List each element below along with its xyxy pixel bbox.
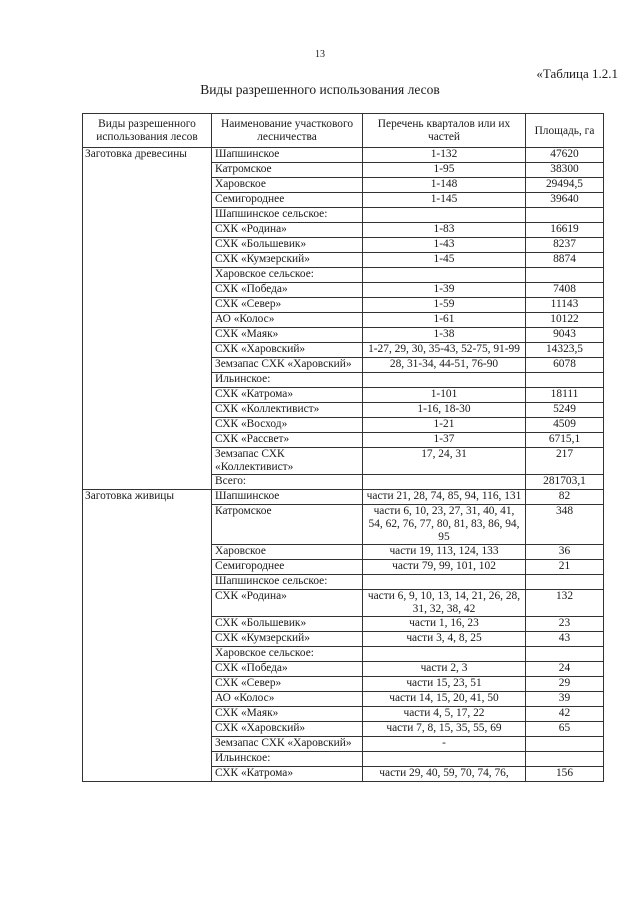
cell-area: 10122 bbox=[526, 313, 604, 328]
cell-area bbox=[526, 268, 604, 283]
table-row bbox=[83, 490, 604, 505]
cell-use-type bbox=[83, 358, 212, 373]
cell-area: 4509 bbox=[526, 418, 604, 433]
table-row bbox=[83, 692, 604, 707]
table-row bbox=[83, 403, 604, 418]
cell-forestry-unit: Ильинское: bbox=[212, 373, 363, 388]
cell-blocks: 1-95 bbox=[363, 163, 526, 178]
cell-blocks: 1-61 bbox=[363, 313, 526, 328]
cell-use-type bbox=[83, 545, 212, 560]
cell-area: 6715,1 bbox=[526, 433, 604, 448]
cell-use-type bbox=[83, 475, 212, 490]
cell-blocks bbox=[363, 475, 526, 490]
cell-area: 82 bbox=[526, 490, 604, 505]
table-row bbox=[83, 632, 604, 647]
cell-use-type bbox=[83, 193, 212, 208]
table-row bbox=[83, 677, 604, 692]
cell-forestry-unit: СХК «Большевик» bbox=[212, 238, 363, 253]
table-row bbox=[83, 358, 604, 373]
cell-use-type bbox=[83, 298, 212, 313]
cell-use-type bbox=[83, 560, 212, 575]
cell-area bbox=[526, 737, 604, 752]
cell-use-type bbox=[83, 448, 212, 475]
cell-use-type bbox=[83, 590, 212, 617]
table-row bbox=[83, 253, 604, 268]
cell-use-type bbox=[83, 268, 212, 283]
cell-use-type bbox=[83, 632, 212, 647]
cell-blocks: 1-148 bbox=[363, 178, 526, 193]
cell-use-type bbox=[83, 283, 212, 298]
cell-forestry-unit: АО «Колос» bbox=[212, 692, 363, 707]
cell-forestry-unit: СХК «Победа» bbox=[212, 662, 363, 677]
cell-blocks: части 1, 16, 23 bbox=[363, 617, 526, 632]
cell-forestry-unit: СХК «Кумзерский» bbox=[212, 253, 363, 268]
cell-area: 38300 bbox=[526, 163, 604, 178]
header-area: Площадь, га bbox=[526, 114, 604, 148]
cell-area: 5249 bbox=[526, 403, 604, 418]
table-row bbox=[83, 617, 604, 632]
table-row bbox=[83, 505, 604, 545]
header-forestry-unit: Наименование участкового лесничества bbox=[212, 114, 363, 148]
cell-blocks bbox=[363, 268, 526, 283]
cell-forestry-unit: СХК «Большевик» bbox=[212, 617, 363, 632]
cell-forestry-unit: Харовское сельское: bbox=[212, 647, 363, 662]
cell-blocks: 1-45 bbox=[363, 253, 526, 268]
cell-blocks bbox=[363, 647, 526, 662]
cell-area: 39 bbox=[526, 692, 604, 707]
cell-use-type bbox=[83, 767, 212, 782]
cell-area: 281703,1 bbox=[526, 475, 604, 490]
cell-forestry-unit: СХК «Маяк» bbox=[212, 707, 363, 722]
cell-area: 47620 bbox=[526, 148, 604, 163]
table-row bbox=[83, 575, 604, 590]
cell-blocks: 1-145 bbox=[363, 193, 526, 208]
table-row bbox=[83, 268, 604, 283]
table-row bbox=[83, 647, 604, 662]
table-header bbox=[83, 114, 604, 148]
cell-area: 29494,5 bbox=[526, 178, 604, 193]
cell-forestry-unit: Катромское bbox=[212, 163, 363, 178]
table-row bbox=[83, 328, 604, 343]
header-use-type: Виды разрешенного использования лесов bbox=[83, 114, 212, 148]
table-row bbox=[83, 752, 604, 767]
cell-blocks: части 29, 40, 59, 70, 74, 76, bbox=[363, 767, 526, 782]
cell-forestry-unit: Шапшинское bbox=[212, 490, 363, 505]
cell-use-type bbox=[83, 418, 212, 433]
cell-forestry-unit: Харовское bbox=[212, 178, 363, 193]
cell-use-type bbox=[83, 223, 212, 238]
cell-area: 29 bbox=[526, 677, 604, 692]
table-row bbox=[83, 238, 604, 253]
cell-use-type bbox=[83, 505, 212, 545]
cell-use-type bbox=[83, 313, 212, 328]
table-row bbox=[83, 545, 604, 560]
table-row bbox=[83, 208, 604, 223]
cell-forestry-unit: СХК «Катрома» bbox=[212, 767, 363, 782]
cell-area: 217 bbox=[526, 448, 604, 475]
table-reference: «Таблица 1.2.1 bbox=[536, 66, 618, 81]
table-row bbox=[83, 418, 604, 433]
cell-area: 8237 bbox=[526, 238, 604, 253]
table-row bbox=[83, 283, 604, 298]
table-row bbox=[83, 178, 604, 193]
cell-use-type bbox=[83, 433, 212, 448]
cell-forestry-unit: СХК «Восход» bbox=[212, 418, 363, 433]
cell-use-type bbox=[83, 617, 212, 632]
cell-use-type bbox=[83, 388, 212, 403]
cell-blocks: части 7, 8, 15, 35, 55, 69 bbox=[363, 722, 526, 737]
cell-blocks: 17, 24, 31 bbox=[363, 448, 526, 475]
table-row bbox=[83, 722, 604, 737]
cell-blocks: 1-27, 29, 30, 35-43, 52-75, 91-99 bbox=[363, 343, 526, 358]
cell-area bbox=[526, 752, 604, 767]
cell-blocks: части 6, 10, 23, 27, 31, 40, 41, 54, 62, 76, 77, 80, 81, 83, 86, 94, 95 bbox=[363, 505, 526, 545]
cell-forestry-unit: СХК «Кумзерский» bbox=[212, 632, 363, 647]
table-row bbox=[83, 223, 604, 238]
cell-blocks bbox=[363, 575, 526, 590]
cell-forestry-unit: Семигороднее bbox=[212, 560, 363, 575]
cell-area: 7408 bbox=[526, 283, 604, 298]
cell-forestry-unit: АО «Колос» bbox=[212, 313, 363, 328]
table-row bbox=[83, 298, 604, 313]
cell-area: 21 bbox=[526, 560, 604, 575]
table-row bbox=[83, 707, 604, 722]
cell-blocks: 1-43 bbox=[363, 238, 526, 253]
cell-forestry-unit: СХК «Родина» bbox=[212, 590, 363, 617]
cell-blocks: 28, 31-34, 44-51, 76-90 bbox=[363, 358, 526, 373]
table-row bbox=[83, 163, 604, 178]
cell-use-type bbox=[83, 677, 212, 692]
cell-blocks: 1-21 bbox=[363, 418, 526, 433]
cell-use-type bbox=[83, 178, 212, 193]
cell-area: 65 bbox=[526, 722, 604, 737]
table-row bbox=[83, 193, 604, 208]
cell-area bbox=[526, 208, 604, 223]
cell-use-type bbox=[83, 707, 212, 722]
cell-use-type bbox=[83, 163, 212, 178]
cell-blocks bbox=[363, 208, 526, 223]
cell-area bbox=[526, 575, 604, 590]
cell-blocks: части 2, 3 bbox=[363, 662, 526, 677]
cell-forestry-unit: СХК «Рассвет» bbox=[212, 433, 363, 448]
cell-area: 348 bbox=[526, 505, 604, 545]
cell-forestry-unit: СХК «Родина» bbox=[212, 223, 363, 238]
cell-forestry-unit: Ильинское: bbox=[212, 752, 363, 767]
table-row bbox=[83, 433, 604, 448]
table-row bbox=[83, 767, 604, 782]
table-title: Виды разрешенного использования лесов bbox=[200, 82, 440, 97]
cell-blocks: части 14, 15, 20, 41, 50 bbox=[363, 692, 526, 707]
table-row bbox=[83, 662, 604, 677]
cell-use-type bbox=[83, 662, 212, 677]
cell-forestry-unit: СХК «Катрома» bbox=[212, 388, 363, 403]
cell-forestry-unit: СХК «Харовский» bbox=[212, 722, 363, 737]
cell-forestry-unit: Земзапас СХК «Харовский» bbox=[212, 737, 363, 752]
table-row bbox=[83, 560, 604, 575]
cell-forestry-unit: Шапшинское сельское: bbox=[212, 208, 363, 223]
cell-forestry-unit: Харовское bbox=[212, 545, 363, 560]
cell-use-type: Заготовка древесины bbox=[83, 148, 212, 163]
cell-use-type bbox=[83, 403, 212, 418]
cell-blocks: части 4, 5, 17, 22 bbox=[363, 707, 526, 722]
cell-blocks: части 19, 113, 124, 133 bbox=[363, 545, 526, 560]
cell-use-type bbox=[83, 253, 212, 268]
cell-forestry-unit: Земзапас СХК «Коллективист» bbox=[212, 448, 363, 475]
cell-area: 24 bbox=[526, 662, 604, 677]
cell-blocks: части 6, 9, 10, 13, 14, 21, 26, 28, 31, 32, 38, 42 bbox=[363, 590, 526, 617]
cell-area: 156 bbox=[526, 767, 604, 782]
cell-use-type bbox=[83, 722, 212, 737]
cell-blocks bbox=[363, 373, 526, 388]
cell-blocks bbox=[363, 752, 526, 767]
table-row bbox=[83, 148, 604, 163]
cell-area: 42 bbox=[526, 707, 604, 722]
cell-area: 23 bbox=[526, 617, 604, 632]
cell-blocks: 1-39 bbox=[363, 283, 526, 298]
cell-area: 8874 bbox=[526, 253, 604, 268]
cell-area: 6078 bbox=[526, 358, 604, 373]
cell-blocks: 1-83 bbox=[363, 223, 526, 238]
cell-use-type bbox=[83, 343, 212, 358]
cell-use-type bbox=[83, 238, 212, 253]
cell-forestry-unit: СХК «Север» bbox=[212, 677, 363, 692]
cell-use-type bbox=[83, 328, 212, 343]
cell-blocks: - bbox=[363, 737, 526, 752]
table-row bbox=[83, 343, 604, 358]
cell-area: 11143 bbox=[526, 298, 604, 313]
cell-area: 39640 bbox=[526, 193, 604, 208]
cell-area: 36 bbox=[526, 545, 604, 560]
cell-forestry-unit: Семигороднее bbox=[212, 193, 363, 208]
cell-area: 9043 bbox=[526, 328, 604, 343]
page-number: 13 bbox=[315, 49, 325, 60]
cell-blocks: 1-16, 18-30 bbox=[363, 403, 526, 418]
cell-area: 14323,5 bbox=[526, 343, 604, 358]
cell-use-type: Заготовка живицы bbox=[83, 490, 212, 505]
cell-forestry-unit: СХК «Коллективист» bbox=[212, 403, 363, 418]
cell-blocks: части 79, 99, 101, 102 bbox=[363, 560, 526, 575]
cell-forestry-unit: Шапшинское bbox=[212, 148, 363, 163]
cell-blocks: части 3, 4, 8, 25 bbox=[363, 632, 526, 647]
cell-forestry-unit: Земзапас СХК «Харовский» bbox=[212, 358, 363, 373]
cell-forestry-unit: СХК «Север» bbox=[212, 298, 363, 313]
cell-blocks: части 15, 23, 51 bbox=[363, 677, 526, 692]
table-row bbox=[83, 448, 604, 475]
cell-area: 132 bbox=[526, 590, 604, 617]
cell-blocks: 1-132 bbox=[363, 148, 526, 163]
cell-forestry-unit: СХК «Маяк» bbox=[212, 328, 363, 343]
cell-use-type bbox=[83, 752, 212, 767]
cell-use-type bbox=[83, 647, 212, 662]
header-row bbox=[83, 114, 604, 148]
cell-forestry-unit: Всего: bbox=[212, 475, 363, 490]
cell-forestry-unit: СХК «Харовский» bbox=[212, 343, 363, 358]
cell-forestry-unit: Харовское сельское: bbox=[212, 268, 363, 283]
cell-use-type bbox=[83, 692, 212, 707]
cell-blocks: 1-59 bbox=[363, 298, 526, 313]
cell-blocks: 1-37 bbox=[363, 433, 526, 448]
table-body bbox=[83, 148, 604, 782]
cell-use-type bbox=[83, 208, 212, 223]
table-row bbox=[83, 313, 604, 328]
cell-area bbox=[526, 647, 604, 662]
cell-forestry-unit: СХК «Победа» bbox=[212, 283, 363, 298]
cell-blocks: части 21, 28, 74, 85, 94, 116, 131 bbox=[363, 490, 526, 505]
cell-area: 18111 bbox=[526, 388, 604, 403]
cell-area: 43 bbox=[526, 632, 604, 647]
header-blocks: Перечень кварталов или их частей bbox=[363, 114, 526, 148]
table-row bbox=[83, 475, 604, 490]
cell-blocks: 1-38 bbox=[363, 328, 526, 343]
forest-use-table bbox=[82, 113, 604, 782]
cell-area: 16619 bbox=[526, 223, 604, 238]
cell-use-type bbox=[83, 575, 212, 590]
cell-area bbox=[526, 373, 604, 388]
table-row bbox=[83, 373, 604, 388]
cell-forestry-unit: Шапшинское сельское: bbox=[212, 575, 363, 590]
cell-forestry-unit: Катромское bbox=[212, 505, 363, 545]
table-row bbox=[83, 737, 604, 752]
cell-blocks: 1-101 bbox=[363, 388, 526, 403]
table-row bbox=[83, 388, 604, 403]
cell-use-type bbox=[83, 737, 212, 752]
cell-use-type bbox=[83, 373, 212, 388]
table-row bbox=[83, 590, 604, 617]
